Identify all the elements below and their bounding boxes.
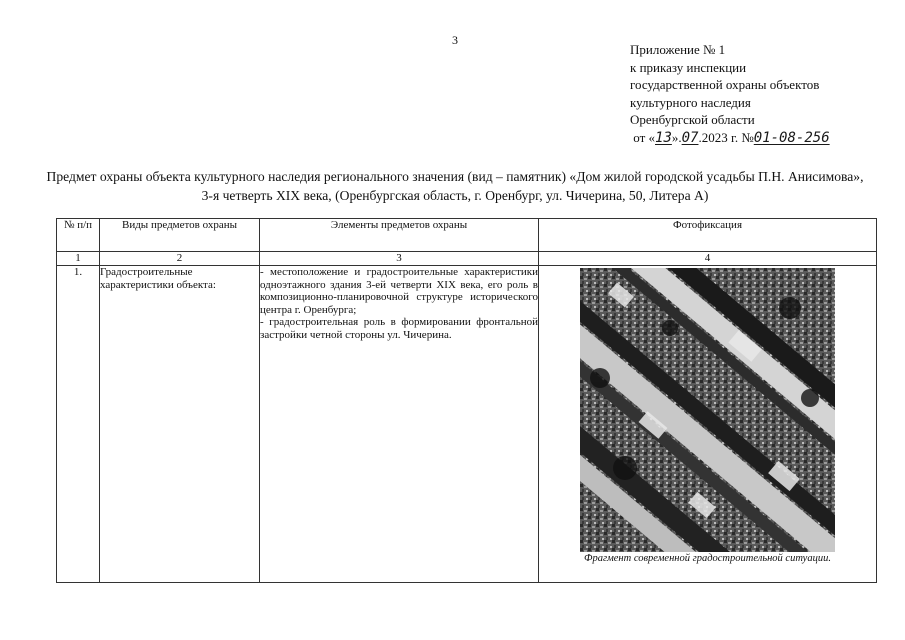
row-elements	[260, 266, 539, 583]
appendix-line-5: Оренбургской области	[630, 112, 755, 128]
date-day: 13	[655, 129, 672, 146]
column-number-row	[57, 252, 877, 266]
photo-caption: Фрагмент современной градостроительной ситуации.	[584, 553, 831, 564]
date-prefix: от «	[633, 129, 656, 145]
appendix-line-2: к приказу инспекции	[630, 59, 747, 75]
column-number-2: 2	[100, 252, 260, 266]
header-number: № п/п	[57, 219, 100, 252]
column-number-4: 4	[539, 252, 877, 266]
protection-table	[56, 218, 877, 583]
header-elements: Элементы предметов охраны	[260, 219, 539, 252]
row-element-1: - местоположение и градостроительные характеристики одноэтажного здания 3-ей четверти XIX века, его роль в композиционно-планировочной структуре исторического центра г. Оренбурга;	[260, 266, 538, 316]
date-separator-2: .2023 г. №	[698, 129, 754, 145]
appendix-line-4: культурного наследия	[630, 94, 751, 110]
document-title: Предмет охраны объекта культурного наследия регионального значения (вид – памятник) «Дом жилой городской усадьбы П.Н. Анисимова», 3-я четверть XIX века, (Оренбургская область, г. Оренбург, ул. Чичерина, 50, Литера А)	[46, 169, 864, 203]
order-number: 01-08-256	[753, 129, 830, 146]
page-number: 3	[452, 33, 458, 47]
appendix-block	[630, 41, 890, 148]
aerial-photo	[580, 268, 835, 552]
aerial-photo-image	[580, 268, 835, 552]
appendix-line-1: Приложение № 1	[630, 42, 726, 57]
appendix-line-3: государственной охраны объектов	[630, 77, 820, 93]
column-number-1: 1	[57, 252, 100, 266]
header-photo: Фотофиксация	[539, 219, 877, 252]
row-element-2: - градостроительная роль в формировании фронтальной застройки четной стороны ул. Чичерина.	[260, 316, 538, 341]
row-type: Градостроительные характеристики объекта:	[100, 266, 260, 583]
column-number-3: 3	[260, 252, 539, 266]
table-header-row	[57, 219, 877, 252]
row-photo-cell	[539, 266, 877, 583]
appendix-date-line	[630, 129, 890, 148]
row-number: 1.	[57, 266, 100, 583]
date-month: 07	[681, 129, 699, 146]
table-row	[57, 266, 877, 583]
date-separator-1: ».	[671, 129, 682, 145]
header-type: Виды предметов охраны	[100, 219, 260, 252]
